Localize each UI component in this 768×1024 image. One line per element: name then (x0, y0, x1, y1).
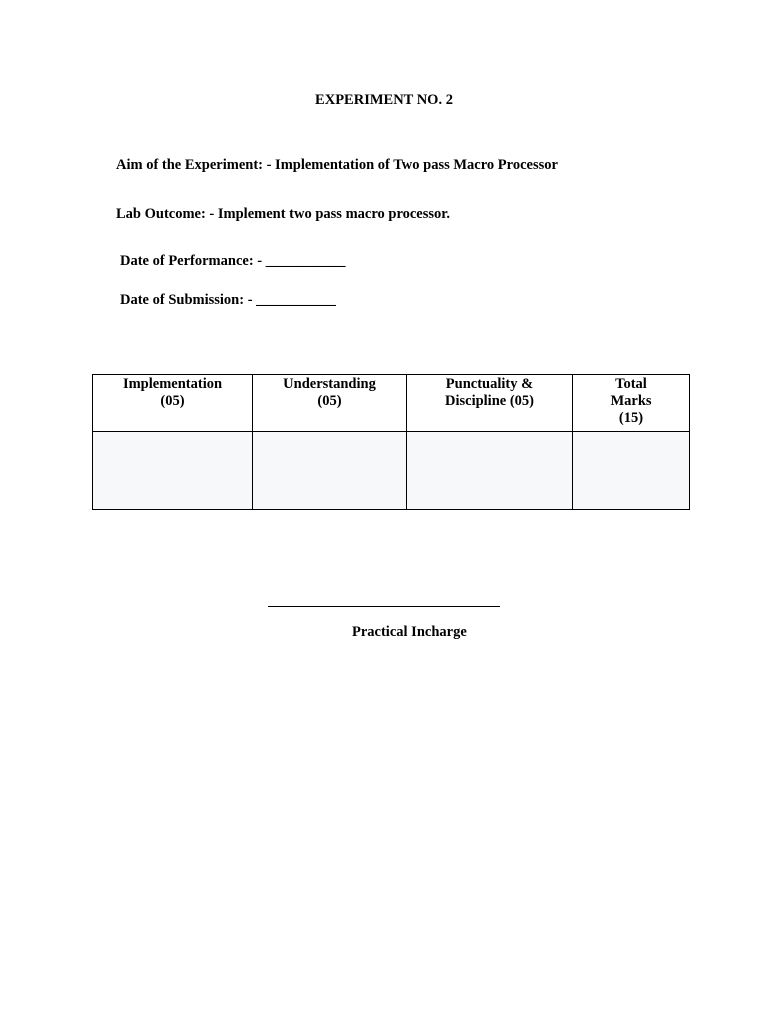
date-of-submission-label: Date of Submission: - (120, 292, 257, 308)
header-understanding: Understanding (05) (283, 376, 376, 409)
practical-incharge-label: Practical Incharge (352, 624, 467, 640)
implementation-marks-cell (93, 432, 253, 510)
understanding-marks-cell (253, 432, 407, 510)
header-cell-punctuality (407, 375, 573, 432)
header-cell-implementation (93, 375, 253, 432)
date-of-performance (120, 253, 345, 270)
date-of-submission-blank-2: _________ (270, 292, 336, 308)
date-of-submission (120, 292, 336, 309)
header-punctuality: Punctuality & Discipline (05) (444, 376, 534, 409)
header-total-marks: Total Marks (15) (610, 376, 652, 426)
signature-line (268, 606, 500, 607)
punctuality-marks-cell (407, 432, 573, 510)
aim-text: Aim of the Experiment: - Implementation of Two pass Macro Processor (116, 157, 558, 173)
lab-outcome-text: Lab Outcome: - Implement two pass macro processor. (116, 206, 451, 222)
date-of-performance-blank-2: _____ (309, 253, 346, 269)
header-implementation: Implementation (05) (122, 376, 223, 409)
header-cell-understanding (253, 375, 407, 432)
total-marks-cell (573, 432, 690, 510)
experiment-title: EXPERIMENT NO. 2 (315, 92, 453, 108)
marks-table (92, 374, 690, 510)
header-cell-total (573, 375, 690, 432)
date-of-submission-blank: __ (256, 292, 271, 308)
marks-table-row (93, 432, 690, 510)
marks-table-header-row (93, 375, 690, 432)
date-of-performance-label: Date of Performance: - (120, 253, 266, 269)
date-of-performance-blank: ______ (265, 253, 310, 269)
